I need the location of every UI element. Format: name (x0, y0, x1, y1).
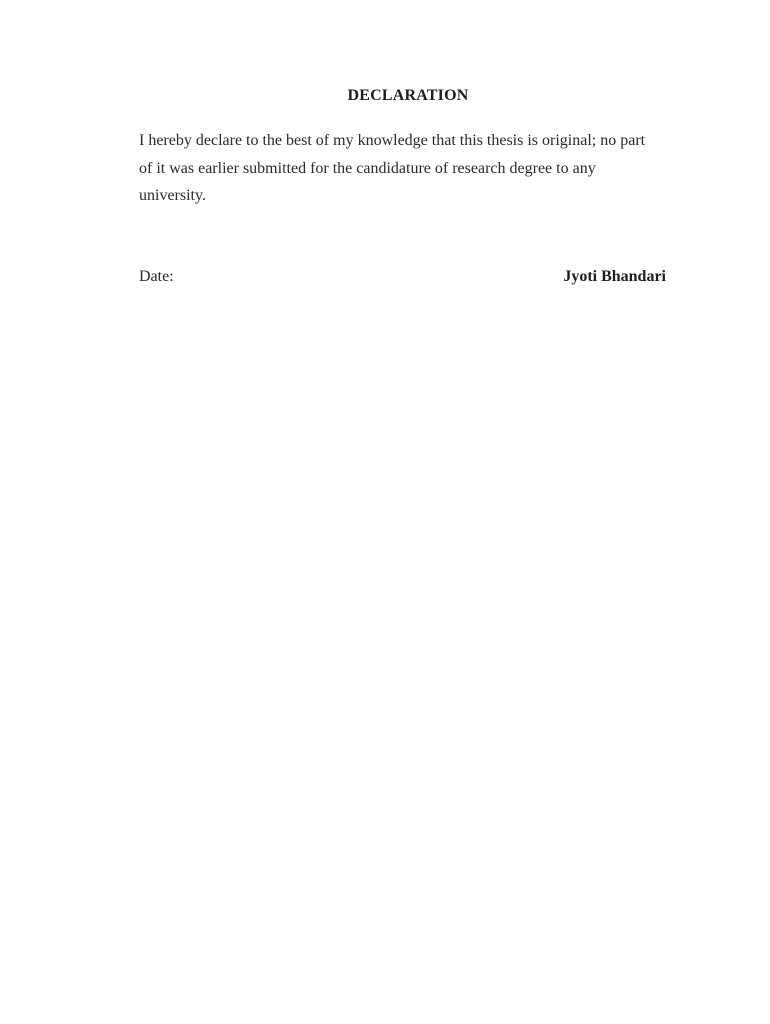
page-title: DECLARATION (347, 87, 469, 104)
date-label: Date: (139, 268, 174, 285)
declaration-paragraph (139, 127, 679, 210)
paragraph-line: I hereby declare to the best of my knowledge that this thesis is original; no part (139, 132, 646, 149)
paragraph-line: of it was earlier submitted for the candidature of research degree to any (139, 159, 596, 177)
paragraph-line: university. (139, 187, 206, 204)
signatory-name: Jyoti Bhandari (563, 268, 666, 285)
